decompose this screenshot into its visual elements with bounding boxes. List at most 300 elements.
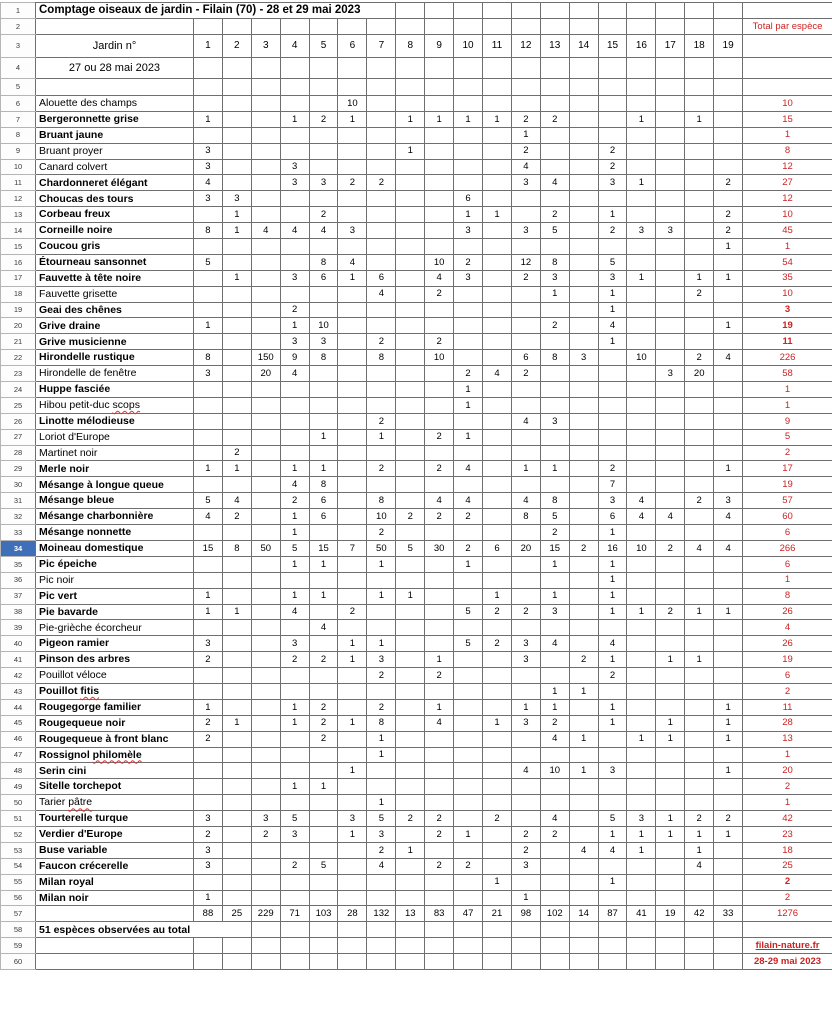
count-cell[interactable] [396, 683, 425, 699]
count-cell[interactable] [309, 604, 338, 620]
grid-cell[interactable] [425, 79, 454, 96]
row-number[interactable]: 10 [1, 159, 36, 175]
row-number[interactable]: 38 [1, 604, 36, 620]
count-cell[interactable] [569, 413, 598, 429]
count-cell[interactable] [396, 604, 425, 620]
count-cell[interactable]: 6 [309, 493, 338, 509]
count-cell[interactable] [396, 207, 425, 223]
count-cell[interactable]: 8 [309, 477, 338, 493]
garden-column-header[interactable]: 2 [222, 35, 251, 58]
count-cell[interactable] [598, 620, 627, 636]
grid-cell[interactable] [396, 19, 425, 35]
count-cell[interactable] [396, 429, 425, 445]
count-cell[interactable] [540, 191, 569, 207]
count-cell[interactable]: 2 [656, 540, 685, 556]
count-cell[interactable]: 1 [194, 111, 223, 127]
count-cell[interactable]: 3 [656, 366, 685, 382]
website-link[interactable]: filain-nature.fr [756, 940, 820, 951]
count-cell[interactable]: 5 [540, 223, 569, 239]
count-cell[interactable]: 8 [540, 493, 569, 509]
count-cell[interactable] [280, 620, 309, 636]
count-cell[interactable]: 1 [598, 556, 627, 572]
count-cell[interactable]: 1 [714, 826, 743, 842]
count-cell[interactable] [222, 175, 251, 191]
count-cell[interactable] [569, 223, 598, 239]
count-cell[interactable] [569, 477, 598, 493]
count-cell[interactable]: 1 [425, 699, 454, 715]
count-cell[interactable] [309, 302, 338, 318]
grid-cell[interactable] [251, 954, 280, 970]
count-cell[interactable] [425, 302, 454, 318]
count-cell[interactable] [280, 445, 309, 461]
count-cell[interactable] [483, 191, 512, 207]
count-cell[interactable] [194, 779, 223, 795]
count-cell[interactable] [280, 429, 309, 445]
count-cell[interactable] [511, 811, 540, 827]
count-cell[interactable]: 3 [511, 223, 540, 239]
count-cell[interactable] [309, 143, 338, 159]
count-cell[interactable] [714, 477, 743, 493]
garden-total-cell[interactable]: 19 [656, 906, 685, 922]
row-number[interactable]: 31 [1, 493, 36, 509]
count-cell[interactable] [569, 254, 598, 270]
count-cell[interactable] [396, 175, 425, 191]
count-cell[interactable] [540, 620, 569, 636]
count-cell[interactable] [656, 588, 685, 604]
count-cell[interactable] [454, 795, 483, 811]
species-total-cell[interactable]: 17 [743, 461, 832, 477]
count-cell[interactable]: 1 [194, 461, 223, 477]
count-cell[interactable] [338, 683, 367, 699]
count-cell[interactable] [656, 207, 685, 223]
garden-total-cell[interactable]: 21 [483, 906, 512, 922]
count-cell[interactable] [598, 413, 627, 429]
count-cell[interactable]: 3 [280, 334, 309, 350]
count-cell[interactable] [280, 413, 309, 429]
count-cell[interactable] [309, 826, 338, 842]
species-total-cell[interactable]: 15 [743, 111, 832, 127]
garden-total-cell[interactable]: 103 [309, 906, 338, 922]
garden-total-cell[interactable]: 83 [425, 906, 454, 922]
count-cell[interactable]: 2 [280, 493, 309, 509]
count-cell[interactable] [222, 556, 251, 572]
count-cell[interactable] [627, 747, 656, 763]
count-cell[interactable]: 1 [685, 604, 714, 620]
grid-cell[interactable] [685, 922, 714, 938]
species-total-cell[interactable]: 2 [743, 890, 832, 906]
count-cell[interactable]: 20 [251, 366, 280, 382]
count-cell[interactable] [396, 620, 425, 636]
garden-column-header[interactable]: 14 [569, 35, 598, 58]
count-cell[interactable] [251, 429, 280, 445]
count-cell[interactable]: 2 [309, 731, 338, 747]
count-cell[interactable] [338, 429, 367, 445]
count-cell[interactable] [367, 445, 396, 461]
grid-cell[interactable] [36, 938, 194, 954]
species-total-cell[interactable]: 1 [743, 795, 832, 811]
species-name-cell[interactable] [36, 540, 194, 556]
count-cell[interactable] [511, 302, 540, 318]
row-number[interactable]: 17 [1, 270, 36, 286]
count-cell[interactable] [627, 477, 656, 493]
count-cell[interactable]: 1 [367, 731, 396, 747]
count-cell[interactable] [454, 413, 483, 429]
count-cell[interactable] [627, 525, 656, 541]
row-number[interactable]: 1 [1, 3, 36, 19]
count-cell[interactable] [569, 191, 598, 207]
count-cell[interactable] [309, 127, 338, 143]
count-cell[interactable] [194, 556, 223, 572]
count-cell[interactable] [685, 795, 714, 811]
row-number[interactable]: 21 [1, 334, 36, 350]
count-cell[interactable] [714, 556, 743, 572]
count-cell[interactable]: 4 [222, 493, 251, 509]
count-cell[interactable] [569, 668, 598, 684]
count-cell[interactable] [367, 191, 396, 207]
count-cell[interactable]: 1 [396, 143, 425, 159]
count-cell[interactable] [598, 747, 627, 763]
count-cell[interactable] [569, 461, 598, 477]
count-cell[interactable] [251, 286, 280, 302]
grid-cell[interactable] [598, 79, 627, 96]
count-cell[interactable] [425, 874, 454, 890]
count-cell[interactable]: 4 [280, 366, 309, 382]
count-cell[interactable]: 1 [540, 588, 569, 604]
count-cell[interactable]: 10 [425, 350, 454, 366]
count-cell[interactable] [251, 636, 280, 652]
count-cell[interactable] [396, 858, 425, 874]
count-cell[interactable] [309, 159, 338, 175]
count-cell[interactable] [656, 636, 685, 652]
count-cell[interactable]: 5 [454, 636, 483, 652]
count-cell[interactable]: 2 [540, 715, 569, 731]
count-cell[interactable] [454, 318, 483, 334]
count-cell[interactable]: 1 [598, 588, 627, 604]
count-cell[interactable]: 6 [309, 270, 338, 286]
count-cell[interactable] [598, 397, 627, 413]
row-number[interactable]: 34 [1, 540, 36, 556]
count-cell[interactable]: 1 [454, 556, 483, 572]
count-cell[interactable] [714, 842, 743, 858]
count-cell[interactable] [251, 191, 280, 207]
count-cell[interactable]: 1 [511, 699, 540, 715]
count-cell[interactable] [569, 334, 598, 350]
grid-cell[interactable] [627, 79, 656, 96]
count-cell[interactable] [222, 254, 251, 270]
species-total-cell[interactable]: 11 [743, 334, 832, 350]
count-cell[interactable] [280, 254, 309, 270]
grid-cell[interactable] [309, 19, 338, 35]
species-total-cell[interactable]: 8 [743, 588, 832, 604]
count-cell[interactable] [396, 715, 425, 731]
count-cell[interactable] [396, 191, 425, 207]
count-cell[interactable] [251, 699, 280, 715]
count-cell[interactable] [685, 509, 714, 525]
count-cell[interactable] [627, 636, 656, 652]
count-cell[interactable] [338, 350, 367, 366]
garden-total-cell[interactable]: 98 [511, 906, 540, 922]
row-number[interactable]: 56 [1, 890, 36, 906]
count-cell[interactable] [656, 763, 685, 779]
grid-cell[interactable] [338, 922, 367, 938]
count-cell[interactable] [425, 779, 454, 795]
count-cell[interactable] [685, 874, 714, 890]
count-cell[interactable]: 4 [540, 175, 569, 191]
count-cell[interactable] [685, 699, 714, 715]
count-cell[interactable] [367, 874, 396, 890]
count-cell[interactable] [280, 842, 309, 858]
count-cell[interactable] [685, 159, 714, 175]
count-cell[interactable] [714, 286, 743, 302]
count-cell[interactable] [540, 96, 569, 112]
count-cell[interactable] [454, 652, 483, 668]
count-cell[interactable] [656, 493, 685, 509]
garden-column-header[interactable]: 6 [338, 35, 367, 58]
species-total-cell[interactable]: 19 [743, 477, 832, 493]
count-cell[interactable] [251, 461, 280, 477]
species-total-cell[interactable]: 57 [743, 493, 832, 509]
count-cell[interactable] [569, 699, 598, 715]
count-cell[interactable] [511, 286, 540, 302]
count-cell[interactable]: 5 [194, 493, 223, 509]
count-cell[interactable] [540, 795, 569, 811]
count-cell[interactable] [540, 874, 569, 890]
count-cell[interactable] [222, 143, 251, 159]
count-cell[interactable] [483, 747, 512, 763]
count-cell[interactable] [280, 191, 309, 207]
count-cell[interactable]: 6 [367, 270, 396, 286]
count-cell[interactable]: 1 [598, 334, 627, 350]
count-cell[interactable]: 9 [280, 350, 309, 366]
count-cell[interactable]: 2 [454, 254, 483, 270]
count-cell[interactable] [194, 683, 223, 699]
count-cell[interactable] [251, 318, 280, 334]
count-cell[interactable] [714, 254, 743, 270]
count-cell[interactable] [251, 96, 280, 112]
species-total-cell[interactable]: 9 [743, 413, 832, 429]
grid-cell[interactable] [483, 19, 512, 35]
row-number[interactable]: 54 [1, 858, 36, 874]
count-cell[interactable]: 2 [425, 429, 454, 445]
count-cell[interactable] [251, 207, 280, 223]
count-cell[interactable] [222, 842, 251, 858]
grid-cell[interactable] [222, 79, 251, 96]
count-cell[interactable] [714, 366, 743, 382]
count-cell[interactable] [656, 413, 685, 429]
grid-cell[interactable] [36, 79, 194, 96]
count-cell[interactable] [483, 239, 512, 255]
count-cell[interactable] [569, 445, 598, 461]
count-cell[interactable] [454, 127, 483, 143]
count-cell[interactable] [396, 334, 425, 350]
row-number[interactable]: 44 [1, 699, 36, 715]
count-cell[interactable] [309, 890, 338, 906]
count-cell[interactable] [425, 620, 454, 636]
grid-cell[interactable] [309, 58, 338, 79]
species-name-cell[interactable] [36, 683, 194, 699]
count-cell[interactable]: 2 [222, 445, 251, 461]
grid-cell[interactable] [685, 19, 714, 35]
count-cell[interactable] [396, 382, 425, 398]
count-cell[interactable] [396, 779, 425, 795]
count-cell[interactable] [483, 302, 512, 318]
grid-cell[interactable] [627, 19, 656, 35]
count-cell[interactable] [483, 493, 512, 509]
count-cell[interactable]: 8 [540, 254, 569, 270]
count-cell[interactable]: 1 [222, 715, 251, 731]
count-cell[interactable] [511, 207, 540, 223]
grid-cell[interactable] [425, 19, 454, 35]
count-cell[interactable] [685, 747, 714, 763]
count-cell[interactable] [483, 890, 512, 906]
count-cell[interactable] [714, 445, 743, 461]
count-cell[interactable] [251, 159, 280, 175]
count-cell[interactable]: 1 [627, 826, 656, 842]
count-cell[interactable] [540, 890, 569, 906]
count-cell[interactable] [194, 429, 223, 445]
grid-cell[interactable] [396, 79, 425, 96]
count-cell[interactable] [540, 127, 569, 143]
count-cell[interactable] [656, 318, 685, 334]
count-cell[interactable] [511, 525, 540, 541]
count-cell[interactable] [714, 620, 743, 636]
count-cell[interactable] [367, 683, 396, 699]
count-cell[interactable] [222, 525, 251, 541]
count-cell[interactable]: 5 [367, 811, 396, 827]
garden-total-cell[interactable]: 47 [454, 906, 483, 922]
grid-cell[interactable] [685, 938, 714, 954]
count-cell[interactable] [483, 334, 512, 350]
count-cell[interactable] [483, 683, 512, 699]
row-number[interactable]: 20 [1, 318, 36, 334]
count-cell[interactable] [627, 318, 656, 334]
count-cell[interactable]: 4 [656, 509, 685, 525]
count-cell[interactable] [194, 302, 223, 318]
grid-cell[interactable] [511, 19, 540, 35]
count-cell[interactable] [280, 239, 309, 255]
grid-cell[interactable] [714, 954, 743, 970]
count-cell[interactable] [338, 556, 367, 572]
count-cell[interactable] [656, 477, 685, 493]
species-total-cell[interactable]: 226 [743, 350, 832, 366]
count-cell[interactable] [511, 874, 540, 890]
count-cell[interactable] [425, 175, 454, 191]
garden-total-cell[interactable]: 33 [714, 906, 743, 922]
count-cell[interactable] [309, 525, 338, 541]
count-cell[interactable] [569, 636, 598, 652]
count-cell[interactable] [425, 731, 454, 747]
count-cell[interactable]: 1 [627, 111, 656, 127]
count-cell[interactable]: 4 [511, 159, 540, 175]
count-cell[interactable] [454, 763, 483, 779]
count-cell[interactable]: 4 [685, 858, 714, 874]
count-cell[interactable] [483, 143, 512, 159]
count-cell[interactable] [627, 572, 656, 588]
count-cell[interactable]: 4 [511, 413, 540, 429]
grid-cell[interactable] [627, 954, 656, 970]
count-cell[interactable] [251, 445, 280, 461]
count-cell[interactable] [251, 763, 280, 779]
species-name-cell[interactable] [36, 382, 194, 398]
count-cell[interactable] [309, 636, 338, 652]
count-cell[interactable]: 2 [540, 826, 569, 842]
count-cell[interactable] [511, 779, 540, 795]
count-cell[interactable]: 2 [309, 699, 338, 715]
count-cell[interactable] [280, 747, 309, 763]
count-cell[interactable] [569, 382, 598, 398]
count-cell[interactable] [396, 366, 425, 382]
grid-cell[interactable] [194, 954, 223, 970]
species-name-cell[interactable] [36, 509, 194, 525]
garden-column-header[interactable]: 19 [714, 35, 743, 58]
count-cell[interactable] [280, 572, 309, 588]
count-cell[interactable]: 1 [280, 699, 309, 715]
count-cell[interactable]: 5 [280, 540, 309, 556]
row-number[interactable]: 19 [1, 302, 36, 318]
count-date-label[interactable]: 27 ou 28 mai 2023 [36, 58, 194, 79]
count-cell[interactable] [454, 874, 483, 890]
count-cell[interactable] [540, 239, 569, 255]
count-cell[interactable] [685, 254, 714, 270]
count-cell[interactable]: 2 [598, 461, 627, 477]
count-cell[interactable] [396, 350, 425, 366]
count-cell[interactable] [685, 477, 714, 493]
count-cell[interactable] [194, 270, 223, 286]
count-cell[interactable] [425, 556, 454, 572]
count-cell[interactable] [194, 668, 223, 684]
count-cell[interactable]: 2 [483, 604, 512, 620]
count-cell[interactable] [251, 715, 280, 731]
count-cell[interactable] [569, 890, 598, 906]
count-cell[interactable] [367, 890, 396, 906]
count-cell[interactable] [338, 525, 367, 541]
row-number[interactable]: 41 [1, 652, 36, 668]
count-cell[interactable] [222, 397, 251, 413]
count-cell[interactable] [280, 731, 309, 747]
species-total-cell[interactable]: 3 [743, 302, 832, 318]
count-cell[interactable]: 4 [511, 763, 540, 779]
garden-column-header[interactable]: 7 [367, 35, 396, 58]
garden-number-label[interactable]: Jardin n° [36, 35, 194, 58]
count-cell[interactable] [338, 874, 367, 890]
count-cell[interactable] [714, 572, 743, 588]
count-cell[interactable] [194, 334, 223, 350]
count-cell[interactable] [280, 397, 309, 413]
count-cell[interactable]: 4 [569, 842, 598, 858]
count-cell[interactable]: 3 [280, 826, 309, 842]
count-cell[interactable]: 2 [367, 461, 396, 477]
count-cell[interactable] [454, 620, 483, 636]
species-name-cell[interactable] [36, 636, 194, 652]
count-cell[interactable] [367, 382, 396, 398]
count-cell[interactable] [511, 556, 540, 572]
count-cell[interactable]: 2 [367, 668, 396, 684]
count-cell[interactable] [685, 334, 714, 350]
count-cell[interactable]: 1 [598, 207, 627, 223]
species-name-cell[interactable] [36, 445, 194, 461]
count-cell[interactable] [425, 747, 454, 763]
species-name-cell[interactable] [36, 779, 194, 795]
count-cell[interactable]: 1 [280, 588, 309, 604]
count-cell[interactable]: 1 [598, 286, 627, 302]
count-cell[interactable] [280, 286, 309, 302]
total-column-header[interactable]: Total par espèce [743, 19, 832, 35]
grid-cell[interactable] [454, 58, 483, 79]
garden-total-cell[interactable]: 28 [338, 906, 367, 922]
count-cell[interactable] [483, 397, 512, 413]
count-cell[interactable] [396, 159, 425, 175]
count-cell[interactable] [338, 366, 367, 382]
